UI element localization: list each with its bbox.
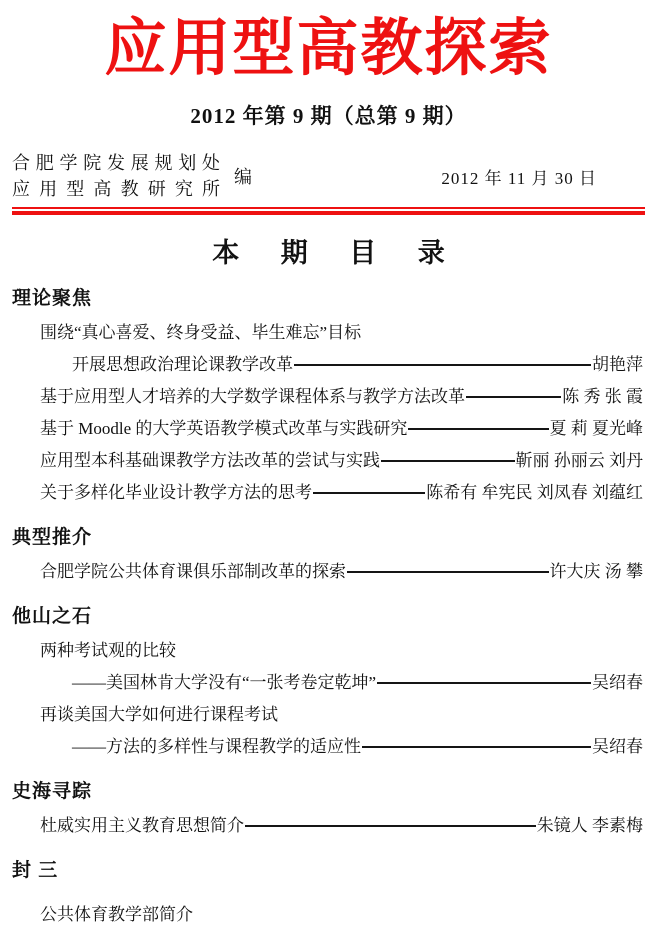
publisher-org-block — [12, 150, 220, 202]
entry-title: 公共体育教学部简介 — [40, 905, 193, 925]
editor-label: 编 — [234, 167, 252, 188]
issue-number-line: 2012 年第 9 期（总第 9 期） — [190, 104, 467, 129]
section-heading: 理论聚焦 — [12, 288, 93, 310]
publisher-org-line2: 应用型高教研究所 — [12, 179, 220, 200]
entry-title: 关于多样化毕业设计教学方法的思考 — [40, 483, 312, 503]
leader-line — [381, 460, 515, 462]
leader-line — [362, 746, 591, 748]
publication-date: 2012 年 11 月 30 日 — [441, 168, 597, 188]
entry-title: ——美国林肯大学没有“一张考卷定乾坤” — [72, 673, 377, 693]
entry-authors: 夏 莉 夏光峰 — [549, 419, 643, 439]
entry-authors: 陈希有 牟宪民 刘凤春 刘蕴红 — [426, 483, 643, 503]
leader-line — [313, 492, 425, 494]
entry-title: ——方法的多样性与课程教学的适应性 — [72, 737, 361, 757]
toc-entry[interactable] — [12, 667, 645, 699]
publisher-org-line1: 合肥学院发展规划处 — [12, 153, 220, 174]
section-gap — [12, 889, 645, 899]
entry-authors: 陈 秀 张 霞 — [562, 387, 643, 407]
red-rule-thick-line — [12, 211, 645, 215]
toc-entry[interactable] — [12, 445, 645, 477]
entry-authors: 靳丽 孙丽云 刘丹 — [515, 451, 643, 471]
toc-section — [12, 855, 645, 931]
toc-section — [12, 522, 645, 588]
toc-entry[interactable] — [12, 413, 645, 445]
entry-title: 杜威实用主义教育思想简介 — [40, 816, 244, 836]
entry-title: 应用型本科基础课教学方法改革的尝试与实践 — [40, 451, 380, 471]
toc-entry[interactable] — [12, 349, 645, 381]
entry-title: 两种考试观的比较 — [40, 641, 176, 661]
toc-entry[interactable] — [12, 317, 645, 349]
toc-entry[interactable] — [12, 699, 645, 731]
toc-entry[interactable] — [12, 731, 645, 763]
entry-authors: 许大庆 汤 攀 — [549, 562, 643, 582]
toc-entry[interactable] — [12, 899, 645, 931]
leader-line — [377, 682, 591, 684]
toc-entry[interactable] — [12, 556, 645, 588]
journal-masthead-title: 应用型高教探索 — [104, 15, 553, 83]
toc-section — [12, 601, 645, 763]
toc-title: 本 期 目 录 — [212, 238, 462, 269]
section-heading: 史海寻踪 — [12, 781, 93, 803]
entry-title: 基于 Moodle 的大学英语教学模式改革与实践研究 — [40, 419, 408, 439]
toc-entry[interactable] — [12, 635, 645, 667]
leader-line — [408, 428, 548, 430]
red-double-rule — [12, 207, 645, 215]
journal-toc-page — [0, 12, 657, 931]
entry-authors: 吴绍春 — [592, 737, 643, 757]
entry-authors: 朱镜人 李素梅 — [536, 816, 643, 836]
toc-entry[interactable] — [12, 477, 645, 509]
entry-title: 开展思想政治理论课教学改革 — [72, 355, 293, 375]
leader-line — [294, 364, 591, 366]
section-heading: 封 三 — [12, 860, 59, 882]
entry-authors: 吴绍春 — [592, 673, 643, 693]
toc-entry[interactable] — [12, 381, 645, 413]
toc-body — [12, 283, 645, 931]
entry-title: 再谈美国大学如何进行课程考试 — [40, 705, 278, 725]
leader-line — [347, 571, 549, 573]
leader-line — [466, 396, 561, 398]
toc-section — [12, 776, 645, 842]
publisher-row — [12, 150, 645, 202]
entry-title: 围绕“真心喜爱、终身受益、毕生难忘”目标 — [40, 323, 362, 343]
toc-section — [12, 283, 645, 509]
entry-title: 合肥学院公共体育课俱乐部制改革的探索 — [40, 562, 346, 582]
leader-line — [245, 825, 536, 827]
entry-authors: 胡艳萍 — [592, 355, 643, 375]
entry-title: 基于应用型人才培养的大学数学课程体系与教学方法改革 — [40, 387, 465, 407]
section-heading: 典型推介 — [12, 527, 93, 549]
toc-entry[interactable] — [12, 810, 645, 842]
section-heading: 他山之石 — [12, 606, 93, 628]
